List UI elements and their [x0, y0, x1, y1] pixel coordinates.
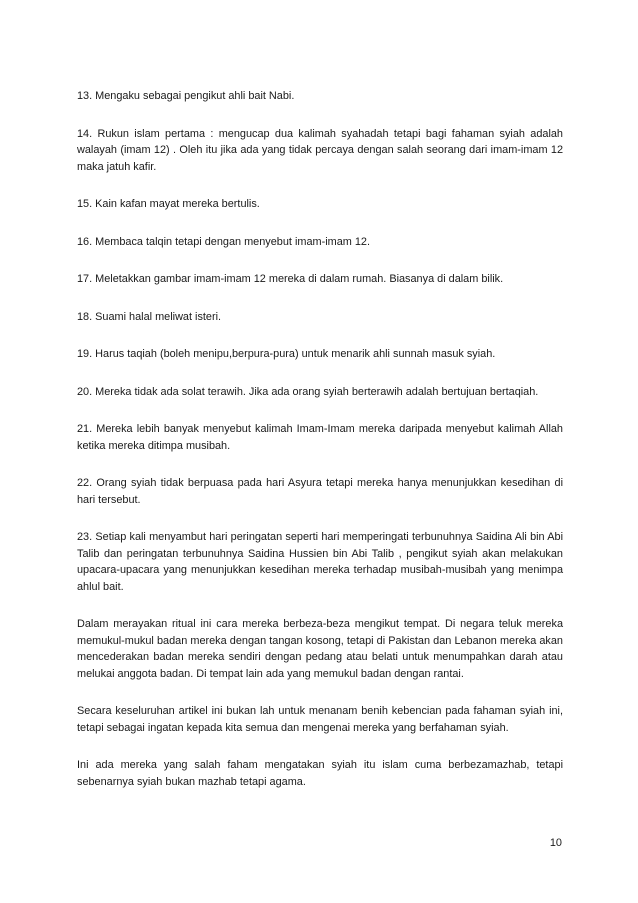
paragraph-item-16: 16. Membaca talqin tetapi dengan menyebut imam-imam 12.	[77, 235, 370, 248]
paragraph-item-22: 22. Orang syiah tidak berpuasa pada hari Asyura tetapi mereka hanya menunjukkan kesedihan di hari tersebut.	[77, 477, 563, 506]
document-body	[77, 88, 563, 811]
paragraph-item-13: 13. Mengaku sebagai pengikut ahli bait Nabi.	[77, 90, 295, 102]
paragraph-ritual-description: Dalam merayakan ritual ini cara mereka berbeza-beza mengikut tempat. Di negara teluk mereka memukul-mukul badan mereka dengan tangan kosong, tetapi di Pakistan dan Lebanon mereka akan mencederakan badan mereka sendiri dengan pedang atau belati untuk menumpahkan darah atau melukai anggota badan. Di tempat lain ada yang memukul badan dengan rantai.	[77, 618, 563, 680]
paragraph-item-19: 19. Harus taqiah (boleh menipu,berpura-pura) untuk menarik ahli sunnah masuk syiah.	[77, 348, 496, 360]
paragraph-item-21: 21. Mereka lebih banyak menyebut kalimah Imam-Imam mereka daripada menyebut kalimah Allah ketika mereka ditimpa musibah.	[77, 423, 563, 452]
paragraph-item-23: 23. Setiap kali menyambut hari peringatan seperti hari memperingati terbunuhnya Saidina Ali bin Abi Talib dan peringatan terbunuhnya Saidina Hussien bin Abi Talib , pengikut syiah akan melakukan upacara-upacara yang menunjukkan kesedihan mereka terhadap musibah-musibah yang menimpa ahlul bait.	[77, 531, 563, 593]
paragraph-item-20: 20. Mereka tidak ada solat terawih. Jika ada orang syiah berterawih adalah bertujuan bertaqiah.	[77, 385, 539, 398]
page-number: 10	[549, 837, 562, 849]
paragraph-conclusion: Secara keseluruhan artikel ini bukan lah untuk menanam benih kebencian pada fahaman syiah ini, tetapi sebagai ingatan kepada kita semua dan mengenai mereka yang berfahaman syiah.	[77, 705, 563, 734]
paragraph-item-18: 18. Suami halal meliwat isteri.	[77, 310, 222, 323]
paragraph-item-17: 17. Meletakkan gambar imam-imam 12 mereka di dalam rumah. Biasanya di dalam bilik.	[77, 273, 504, 285]
paragraph-item-15: 15. Kain kafan mayat mereka bertulis.	[77, 198, 260, 210]
paragraph-item-14: 14. Rukun islam pertama : mengucap dua kalimah syahadah tetapi bagi fahaman syiah adalah walayah (imam 12) . Oleh itu jika ada yang tidak percaya dengan salah seorang dari imam-imam 12 maka jatuh kafir.	[77, 127, 563, 173]
paragraph-closing-note: Ini ada mereka yang salah faham mengatakan syiah itu islam cuma berbezamazhab, tetapi sebenarnya syiah bukan mazhab tetapi agama.	[77, 759, 563, 788]
